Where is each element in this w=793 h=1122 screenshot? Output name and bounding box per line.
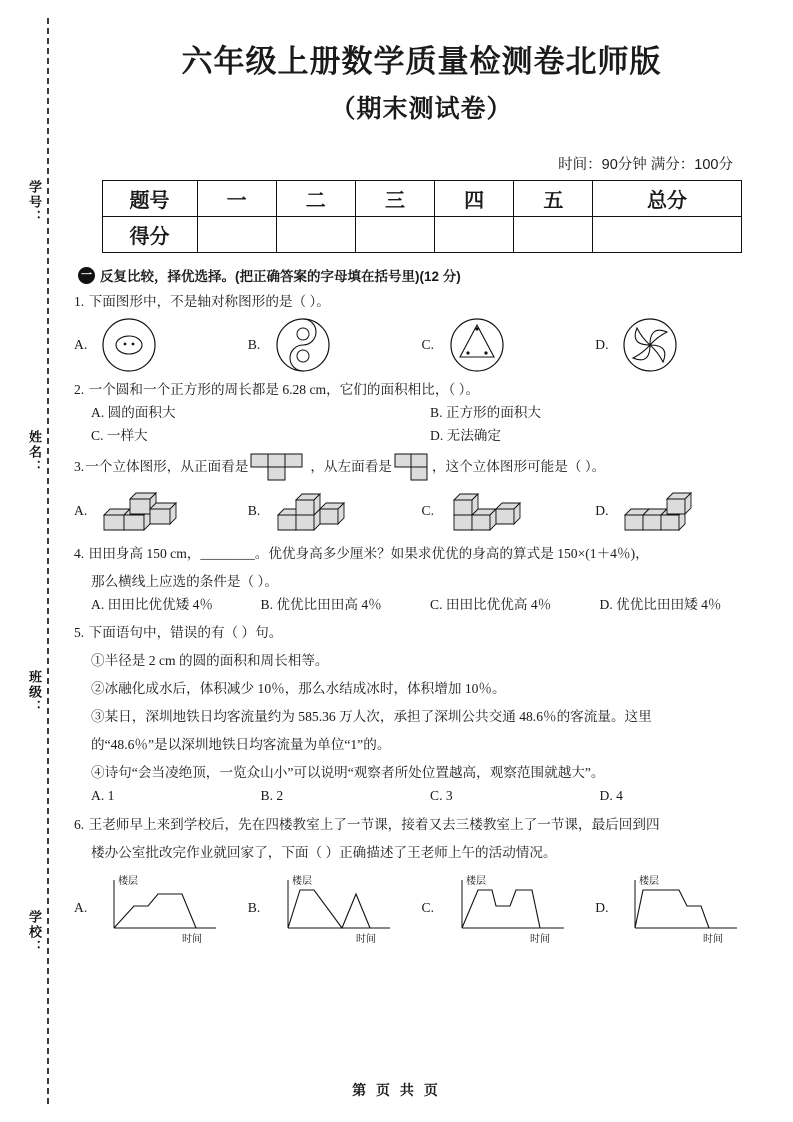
axis-y-label-a: 楼层 — [118, 875, 138, 887]
question-4 — [74, 543, 769, 565]
table-row — [102, 181, 741, 217]
page-subtitle: （期末测试卷） — [330, 95, 513, 123]
question-6-line-1: 王老师早上来到学校后，先在四楼教室上了一节课，接着又去三楼教室上了一节课，最后回到四 — [88, 816, 660, 832]
axis-x-label-b: 时间 — [355, 933, 376, 944]
question-2-options-row-1 — [91, 401, 769, 424]
line-graph-icon-d — [617, 872, 747, 944]
question-3-text-b: ，从左面看是 — [310, 459, 392, 475]
question-2-text: 一个圆和一个正方形的周长都是 6.28 cm，它们的面积相比，（ ）。 — [88, 382, 480, 398]
option-c[interactable] — [422, 485, 596, 537]
circle-pinwheel-icon — [617, 317, 683, 373]
axis-x-label-c: 时间 — [529, 933, 550, 944]
line-graph-icon-b — [270, 872, 400, 944]
option-b[interactable]: B. 优优比田田高 4％ — [260, 597, 382, 613]
question-2-options-row-2 — [91, 424, 769, 447]
option-c-label: C. — [421, 899, 434, 915]
question-4-number: 4. — [74, 546, 85, 562]
page-content — [74, 22, 769, 946]
score-input-cell[interactable] — [593, 217, 741, 253]
circle-with-triangle-icon — [444, 317, 510, 373]
axis-y-label-c: 楼层 — [465, 875, 486, 887]
table-cell: 题号 — [102, 181, 197, 217]
section-number: 一 — [78, 267, 95, 284]
table-cell: 五 — [514, 181, 593, 217]
option-b[interactable]: B. 2 — [260, 788, 284, 804]
option-d-label: D. — [595, 503, 609, 519]
line-graph-icon-c — [444, 872, 574, 944]
question-5-item-2: ②冰融化成水后，体积减少 10％，那么水结成冰时，体积增加 10％。 — [91, 681, 506, 697]
option-d-label: D. — [595, 337, 609, 353]
question-3-text-c: ，这个立体图形可能是（ ）。 — [431, 459, 606, 475]
option-a-label: A. — [74, 503, 88, 519]
question-2-number: 2. — [74, 382, 85, 398]
option-b[interactable] — [248, 872, 422, 944]
option-a[interactable] — [74, 317, 248, 373]
side-label-school: 学校： — [27, 910, 42, 955]
question-3-text-a: 一个立体图形，从正面看是 — [85, 459, 249, 475]
axis-x-label-d: 时间 — [703, 933, 724, 944]
option-b[interactable] — [248, 485, 422, 537]
option-c[interactable]: C. 田田比优优高 4％ — [430, 597, 552, 613]
cube-stack-icon-c — [444, 485, 540, 537]
option-a[interactable] — [74, 485, 248, 537]
option-a[interactable]: A. 1 — [91, 788, 115, 804]
question-4-options — [91, 593, 769, 616]
question-5-item-4: ④诗句“会当凌绝顶，一览众山小”可以说明“观察者所处位置越高，观察范围就越大”。 — [91, 765, 605, 781]
question-4-line-1: 田田身高 150 cm，________。优优身高多少厘米？如果求优优的身高的算式是 150×(1＋4％)， — [88, 546, 649, 562]
question-4-line-2: 那么横线上应选的条件是（ ）。 — [91, 574, 278, 590]
option-d[interactable]: D. 优优比田田矮 4％ — [599, 597, 722, 613]
score-input-cell[interactable] — [276, 217, 355, 253]
question-1-number: 1. — [74, 294, 85, 309]
option-a-label: A. — [74, 899, 88, 915]
table-cell: 四 — [435, 181, 514, 217]
table-cell: 总分 — [593, 181, 741, 217]
table-cell: 三 — [355, 181, 434, 217]
section-heading-text: 反复比较，择优选择。(把正确答案的字母填在括号里)(12 分) — [100, 269, 461, 284]
question-3-options — [74, 485, 769, 537]
question-5-text: 下面语句中，错误的有（ ）句。 — [88, 625, 283, 641]
option-b[interactable]: B. 正方形的面积大 — [430, 405, 542, 421]
option-c[interactable]: C. 3 — [430, 788, 453, 804]
question-5-options — [91, 784, 769, 807]
question-6-number: 6. — [74, 816, 85, 832]
score-table — [102, 180, 742, 253]
question-6 — [74, 814, 769, 836]
question-5-item-3: ③某日，深圳地铁日均客流量约为 585.36 万人次，承担了深圳公共交通 48.6％的客流量。这里 — [91, 709, 652, 725]
option-c-label: C. — [421, 337, 434, 353]
table-cell: 得分 — [102, 217, 197, 253]
left-view-shape-icon — [392, 453, 432, 481]
option-c[interactable] — [422, 872, 596, 944]
question-1 — [74, 291, 769, 313]
option-b[interactable] — [248, 317, 422, 373]
question-5-number: 5. — [74, 625, 85, 641]
option-b-label: B. — [247, 503, 261, 519]
side-label-student-number: 学号： — [27, 180, 42, 225]
score-input-cell[interactable] — [435, 217, 514, 253]
cube-stack-icon-d — [617, 485, 713, 537]
page-title: 六年级上册数学质量检测卷北师版 — [181, 44, 662, 79]
question-5 — [74, 622, 769, 644]
circle-two-inner-circles-icon — [270, 317, 336, 373]
option-d[interactable]: D. 无法确定 — [430, 428, 501, 444]
option-a-label: A. — [74, 337, 88, 353]
score-input-cell[interactable] — [355, 217, 434, 253]
side-label-class: 班级： — [27, 670, 42, 715]
option-d[interactable]: D. 4 — [599, 788, 623, 804]
circle-two-dots-icon — [96, 317, 162, 373]
option-a[interactable]: A. 圆的面积大 — [91, 405, 176, 421]
question-5-item-3-cont: 的“48.6％”是以深圳地铁日均客流量为单位“1”的。 — [91, 737, 391, 753]
section-heading — [78, 265, 769, 285]
question-2 — [74, 379, 769, 401]
binding-dashed-line — [47, 18, 49, 1104]
axis-y-label-b: 楼层 — [291, 875, 312, 887]
option-d[interactable] — [595, 485, 769, 537]
table-row — [102, 217, 741, 253]
option-a[interactable] — [74, 872, 248, 944]
question-1-options — [74, 317, 769, 373]
exam-meta: 时间：90分钟 满分：100分 — [558, 157, 733, 173]
cube-stack-icon-a — [96, 485, 192, 537]
score-input-cell[interactable] — [514, 217, 593, 253]
table-cell: 一 — [197, 181, 276, 217]
question-6-line-2: 楼办公室批改完作业就回家了，下面（ ）正确描述了王老师上午的活动情况。 — [91, 844, 557, 860]
question-3 — [74, 453, 769, 481]
side-label-name: 姓名： — [27, 430, 42, 475]
front-view-shape-icon — [248, 453, 310, 481]
cube-stack-icon-b — [270, 485, 366, 537]
option-c[interactable]: C. 一样大 — [91, 428, 148, 444]
option-c[interactable] — [422, 317, 596, 373]
axis-x-label-a: 时间 — [182, 933, 202, 944]
option-a[interactable]: A. 田田比优优矮 4％ — [91, 597, 213, 613]
option-d-label: D. — [595, 899, 609, 915]
option-d[interactable] — [595, 317, 769, 373]
option-b-label: B. — [247, 899, 261, 915]
option-b-label: B. — [247, 337, 261, 353]
question-3-number: 3. — [74, 459, 85, 475]
question-6-options — [74, 872, 769, 944]
question-5-item-1: ①半径是 2 cm 的圆的面积和周长相等。 — [91, 653, 329, 669]
score-input-cell[interactable] — [197, 217, 276, 253]
line-graph-icon-a — [96, 872, 226, 944]
option-c-label: C. — [421, 503, 434, 519]
table-cell: 二 — [276, 181, 355, 217]
option-d[interactable] — [595, 872, 769, 944]
question-1-text: 下面图形中，不是轴对称图形的是（ ）。 — [88, 294, 330, 309]
side-label-group — [20, 150, 44, 1010]
page-footer: 第 页 共 页 — [352, 1082, 441, 1098]
axis-y-label-d: 楼层 — [639, 875, 660, 887]
